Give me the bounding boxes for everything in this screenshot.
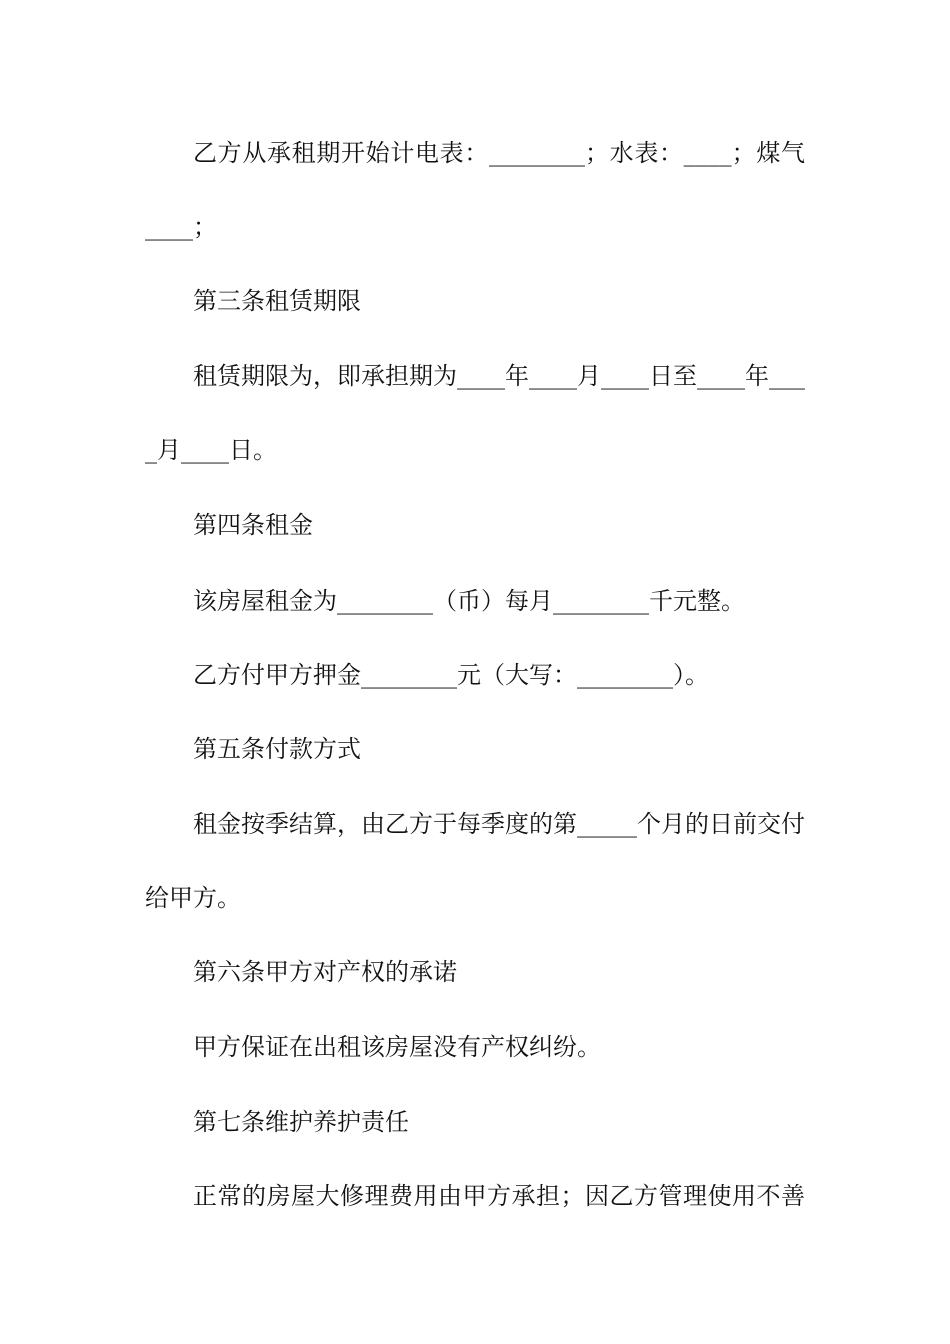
article-4-heading: 第四条租金	[193, 511, 313, 539]
meter-reading-line: 乙方从承租期开始计电表：________；水表：____；煤气	[193, 139, 805, 167]
payment-method-line-continued: 给甲方。	[145, 884, 241, 912]
article-3-heading: 第三条租赁期限	[193, 287, 361, 315]
lease-term-line-continued: _月____日。	[145, 436, 277, 464]
article-5-heading: 第五条付款方式	[193, 735, 361, 763]
property-rights-line: 甲方保证在出租该房屋没有产权纠纷。	[193, 1033, 601, 1061]
lease-term-line: 租赁期限为，即承担期为____年____月____日至____年___	[193, 362, 805, 390]
maintenance-line: 正常的房屋大修理费用由甲方承担；因乙方管理使用不善	[193, 1182, 805, 1210]
article-7-heading: 第七条维护养护责任	[193, 1108, 409, 1136]
meter-reading-line-continued: ____；	[145, 213, 217, 241]
deposit-line: 乙方付甲方押金________元（大写：________）。	[193, 661, 709, 689]
rent-amount-line: 该房屋租金为________（币）每月________千元整。	[193, 587, 745, 615]
article-6-heading: 第六条甲方对产权的承诺	[193, 958, 457, 986]
payment-method-line: 租金按季结算，由乙方于每季度的第_____个月的日前交付	[193, 810, 805, 838]
